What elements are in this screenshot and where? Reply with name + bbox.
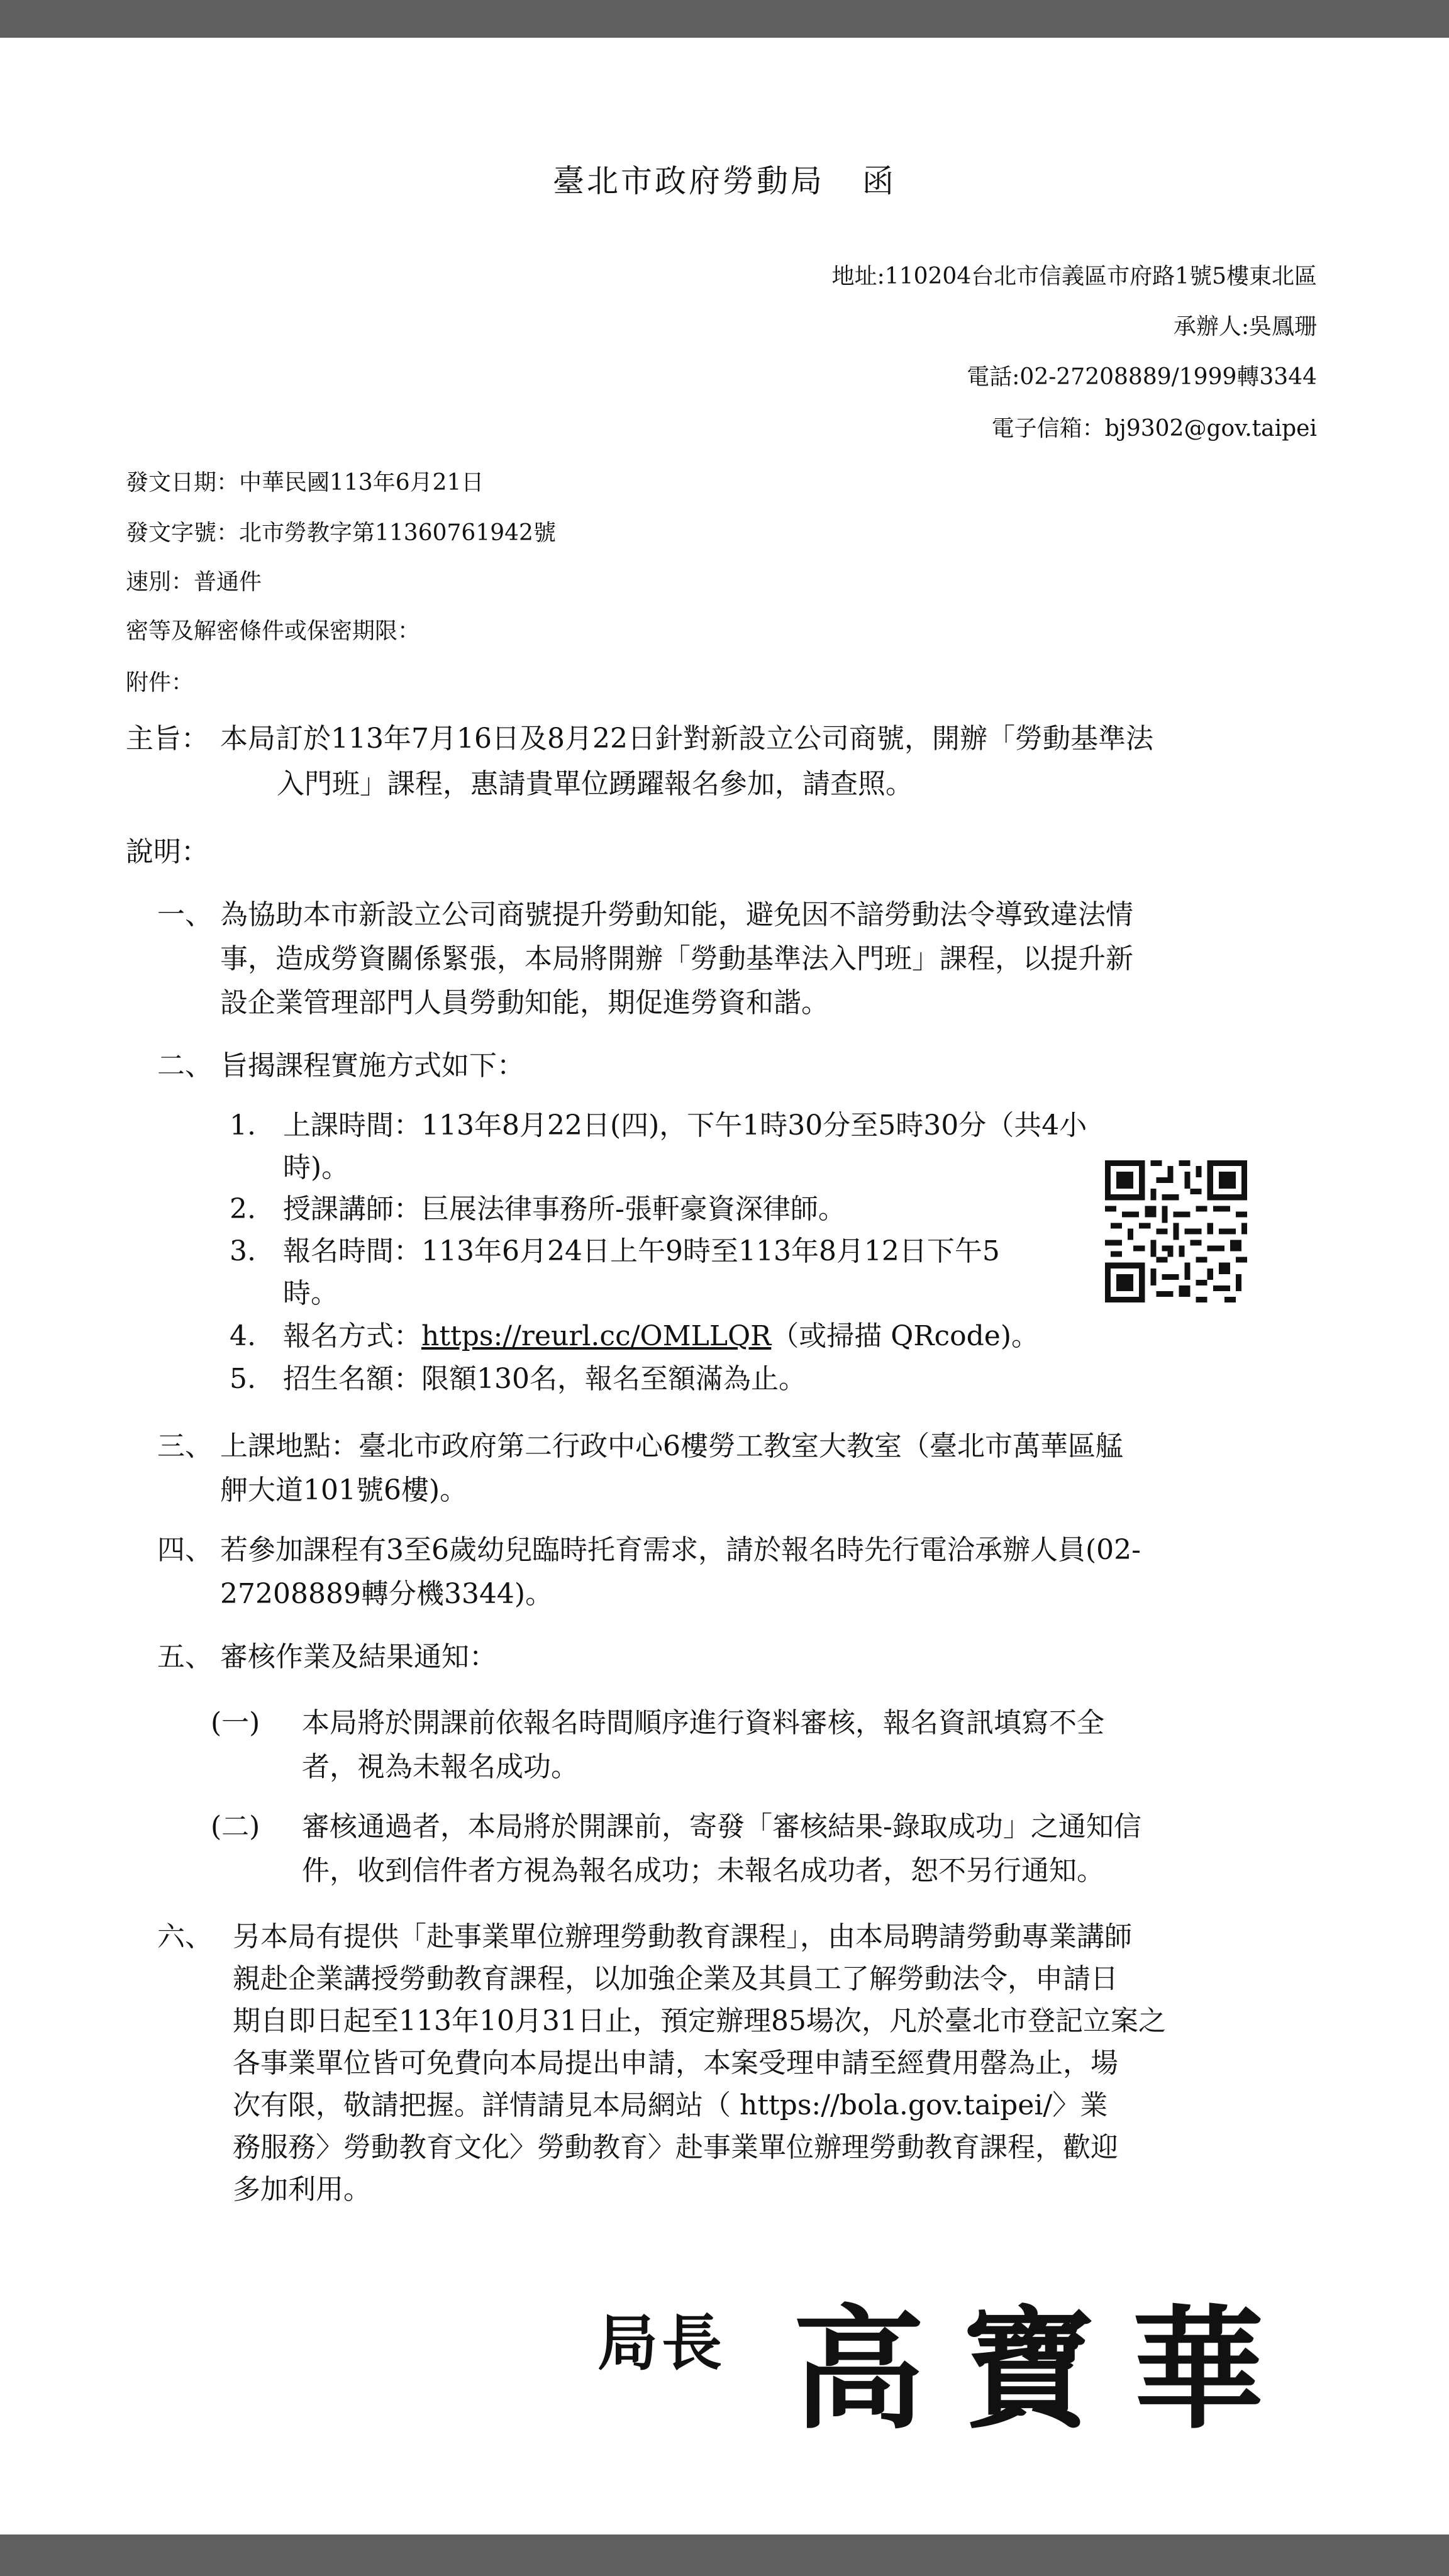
sub-item-line: 招生名額：限額130名，報名至額滿為止。 [283,1363,806,1395]
item-number: 二、 [157,1050,213,1082]
registration-link[interactable]: https://reurl.cc/OMLLQR [421,1320,772,1352]
bottom-bar [0,2534,1449,2576]
sub-item-number: 2. [230,1193,256,1225]
sub-item-line: 件，收到信件者方視為報名成功；未報名成功者，恕不另行通知。 [302,1855,1104,1887]
signature-title: 局長 [597,2307,726,2379]
item-number: 五、 [157,1641,213,1673]
agency-name: 臺北市政府勞動局 [553,163,824,199]
sub-item-line: 報名時間：113年6月24日上午9時至113年8月12日下午5 [283,1235,1000,1267]
item-line: 另本局有提供「赴事業單位辦理勞動教育課程」，由本局聘請勞動專業講師 [233,1921,1132,1953]
item-line: 旨揭課程實施方式如下： [220,1050,525,1082]
item-line: 27208889轉分機3344)。 [220,1578,553,1610]
sub-item-number: 3. [230,1235,256,1267]
contact-email: 電子信箱：bj9302@gov.taipei [991,416,1317,441]
sub-item-line: 者，視為未報名成功。 [302,1751,579,1783]
sub-item-number: 5. [230,1363,256,1395]
item-line: 次有限，敬請把握。詳情請見本局網站（ https://bola.gov.taipei/〉業 [233,2089,1108,2121]
item-line: 各事業單位皆可免費向本局提出申請，本案受理申請至經費用罄為止，場 [233,2047,1118,2079]
item-line: 期自即日起至113年10月31日止，預定辦理85場次，凡於臺北市登記立案之 [233,2005,1166,2037]
subject-line: 本局訂於113年7月16日及8月22日針對新設立公司商號，開辦「勞動基準法 [220,723,1153,755]
sub-item-number: (一) [211,1707,260,1739]
sub-item-number: 1. [230,1109,256,1141]
priority: 速別：普通件 [126,569,262,595]
item-line: 多加利用。 [233,2174,371,2206]
subject-label: 主旨： [126,723,209,755]
sub-item-line: 授課講師：巨展法律事務所-張軒豪資深律師。 [283,1193,846,1225]
contact-phone: 電話:02-27208889/1999轉3344 [967,364,1317,390]
top-bar [0,0,1449,38]
sub-item-line: 時。 [283,1277,338,1309]
doc-number: 發文字號：北市勞教字第11360761942號 [126,520,556,546]
registration-method-label: 報名方式： [283,1320,421,1352]
item-number: 六、 [157,1921,213,1953]
item-line: 務服務〉勞動教育文化〉勞動教育〉赴事業單位辦理勞動教育課程，歡迎 [233,2131,1118,2163]
subject-line: 入門班」課程，惠請貴單位踴躍報名參加，請查照。 [277,768,913,800]
contact-address: 地址:110204台北市信義區市府路1號5樓東北區 [831,264,1317,289]
registration-method-suffix: （或掃描 QRcode)。 [771,1320,1039,1352]
sub-item-line: 時)。 [283,1152,350,1184]
sub-item-line: 審核通過者，本局將於開課前，寄發「審核結果-錄取成功」之通知信 [302,1811,1141,1843]
attachment: 附件： [126,670,194,696]
sub-item-number: (二) [211,1811,260,1843]
signature-name: 高寶華 [792,2292,1302,2447]
document-title [0,156,1449,201]
item-line: 為協助本市新設立公司商號提升勞動知能，避免因不諳勞動法令導致違法情 [220,899,1133,931]
item-number: 四、 [157,1534,213,1566]
sub-item-line [283,1314,1039,1358]
item-line: 親赴企業講授勞動教育課程，以加強企業及其員工了解勞動法令，申請日 [233,1963,1118,1995]
item-line: 審核作業及結果通知： [220,1641,497,1673]
qr-code-icon[interactable] [1101,1160,1252,1302]
confidentiality: 密等及解密條件或保密期限： [126,618,421,644]
item-line: 上課地點：臺北市政府第二行政中心6樓勞工教室大教室（臺北市萬華區艋 [220,1430,1123,1462]
sub-item-line: 上課時間：113年8月22日(四)，下午1時30分至5時30分（共4小 [283,1109,1087,1141]
sub-item-number: 4. [230,1320,256,1352]
item-line: 若參加課程有3至6歲幼兒臨時托育需求，請於報名時先行電洽承辦人員(02- [220,1534,1141,1566]
sub-item-line: 本局將於開課前依報名時間順序進行資料審核，報名資訊填寫不全 [302,1707,1104,1739]
contact-handler: 承辦人:吳鳳珊 [1173,314,1317,340]
item-line: 事，造成勞資關係緊張，本局將開辦「勞動基準法入門班」課程，以提升新 [220,943,1133,975]
issue-date: 發文日期：中華民國113年6月21日 [126,470,484,496]
item-line: 舺大道101號6樓)。 [220,1474,468,1506]
doc-type: 函 [862,163,896,199]
explanation-label: 說明： [126,836,209,868]
item-number: 三、 [157,1430,213,1462]
item-number: 一、 [157,899,213,931]
item-line: 設企業管理部門人員勞動知能，期促進勞資和諧。 [220,987,829,1019]
